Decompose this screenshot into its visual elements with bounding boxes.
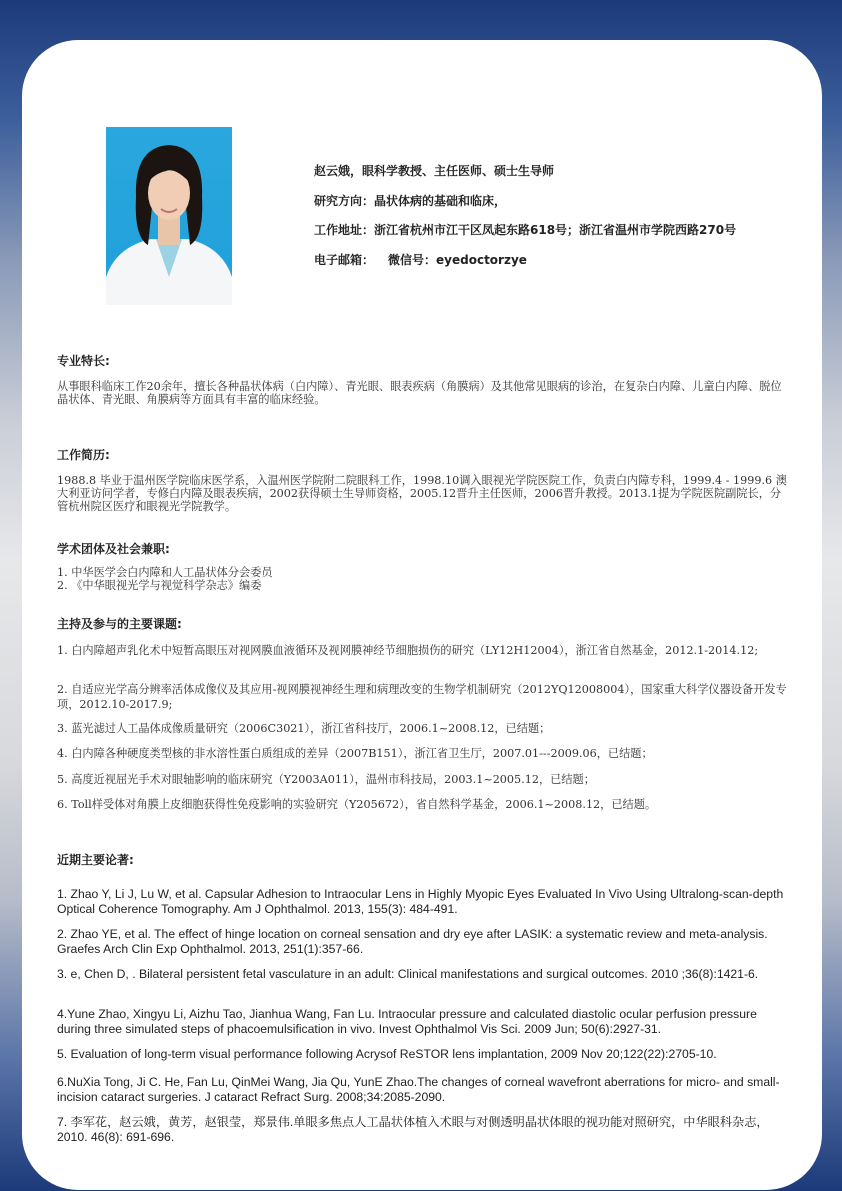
project-item: 2. 自适应光学高分辨率活体成像仪及其应用-视网膜视神经生理和病理改变的生物学机制研究（2012YQ12008004），国家重大科学仪器设备开发专项，2012.10-2017.9;	[57, 683, 787, 711]
email-label: 电子邮箱：	[314, 252, 375, 267]
publication-item: 5. Evaluation of long-term visual performance following Acrysof ReSTOR lens implantation, 2009 Nov 20;122(22):2705-10.	[57, 1047, 717, 1061]
academic-item: 1. 中华医学会白内障和人工晶状体分会委员	[57, 566, 273, 579]
project-item: 5. 高度近视屈光手术对眼轴影响的临床研究（Y2003A011），温州市科技局，2003.1~2005.12，已结题；	[57, 773, 595, 786]
publication-item: 6.NuXia Tong, Ji C. He, Fan Lu, QinMei Wang, Jia Qu, YunE Zhao.The changes of corneal wavefront aberrations for micro- and small-incision cataract surgeries. J cataract Refract Surg. 2008;34:2085-2090.	[57, 1075, 780, 1104]
publication-item: 2. Zhao YE, et al. The effect of hinge location on corneal sensation and dry eye after LASIK: a systematic review and meta-analysis. Graefes Arch Clin Exp Ophthalmol. 2013, 251(1):357-66.	[57, 927, 768, 956]
portrait-photo	[106, 127, 232, 305]
projects-title: 主持及参与的主要课题:	[57, 617, 182, 631]
project-item: 1. 白内障超声乳化术中短暂高眼压对视网膜血液循环及视网膜神经节细胞损伤的研究（LY12H12004），浙江省自然基金，2012.1-2014.12;	[57, 644, 759, 657]
career-text: 1988.8 毕业于温州医学院临床医学系，入温州医学院附二院眼科工作，1998.10调入眼视光学院医院工作，负责白内障专科，1999.4 - 1999.6 澳大利亚访问学者，专修白内障及眼表疾病，2002获得硕士生导师资格，2005.12晋升主任医师，2006晋升教授。2013.1提为学院医院副院长，分管杭州院区医疗和眼视光学院教学。	[57, 474, 787, 513]
project-item: 3. 蓝光滤过人工晶体成像质量研究（2006C3021），浙江省科技厅，2006.1~2008.12，已结题；	[57, 722, 551, 735]
portrait-icon	[106, 127, 232, 305]
academic-title: 学术团体及社会兼职:	[57, 542, 170, 556]
career-title: 工作简历:	[57, 448, 110, 462]
work-address: 工作地址：浙江省杭州市江干区凤起东路618号；浙江省温州市学院西路270号	[314, 223, 737, 237]
academic-item: 2. 《中华眼视光学与视觉科学杂志》编委	[57, 579, 262, 592]
publication-item: 7. 李军花，赵云娥，黄芳，赵银莹，郑景伟.单眼多焦点人工晶状体植入术眼与对侧透明晶状体眼的视功能对照研究，中华眼科杂志，2010. 46(8): 691-696.	[57, 1115, 769, 1144]
specialty-text: 从事眼科临床工作20余年，擅长各种晶状体病（白内障）、青光眼、眼表疾病（角膜病）及其他常见眼病的诊治，在复杂白内障、儿童白内障、脱位晶状体、青光眼、角膜病等方面具有丰富的临床经验。	[57, 380, 782, 406]
publications-title: 近期主要论著:	[57, 853, 134, 867]
research-direction: 研究方向：晶状体病的基础和临床，	[314, 193, 507, 208]
contact-line	[314, 251, 736, 281]
publication-item: 3. e, Chen D, . Bilateral persistent fetal vasculature in an adult: Clinical manifestations and surgical outcomes. 2010 ;36(8):1421-6.	[57, 967, 759, 981]
project-item: 6. Toll样受体对角膜上皮细胞获得性免疫影响的实验研究（Y205672），省自然科学基金，2006.1~2008.12，已结题。	[57, 798, 657, 811]
profile-info	[314, 162, 736, 280]
name-line: 赵云娥，眼科学教授、主任医师、硕士生导师	[314, 164, 555, 178]
publication-item: 1. Zhao Y, Li J, Lu W, et al. Capsular Adhesion to Intraocular Lens in Highly Myopic Eyes Evaluated In Vivo Using Ultralong-scan-depth Optical Coherence Tomography. Am J Ophthalmol. 2013, 155(3): 484-491.	[57, 887, 784, 916]
wechat-id: 微信号：eyedoctorzye	[388, 252, 527, 267]
project-item: 4. 白内障各种硬度类型核的非水溶性蛋白质组成的差异（2007B151），浙江省卫生厅，2007.01---2009.06，已结题；	[57, 747, 653, 760]
publication-item: 4.Yune Zhao, Xingyu Li, Aizhu Tao, Jianhua Wang, Fan Lu. Intraocular pressure and calculated diastolic ocular perfusion pressure during three simulated steps of phacoemulsification in vivo. Invest Ophthalmol Vis Sci. 2009 Jun; 50(6):2927-31.	[57, 1007, 757, 1036]
specialty-title: 专业特长:	[57, 354, 110, 368]
